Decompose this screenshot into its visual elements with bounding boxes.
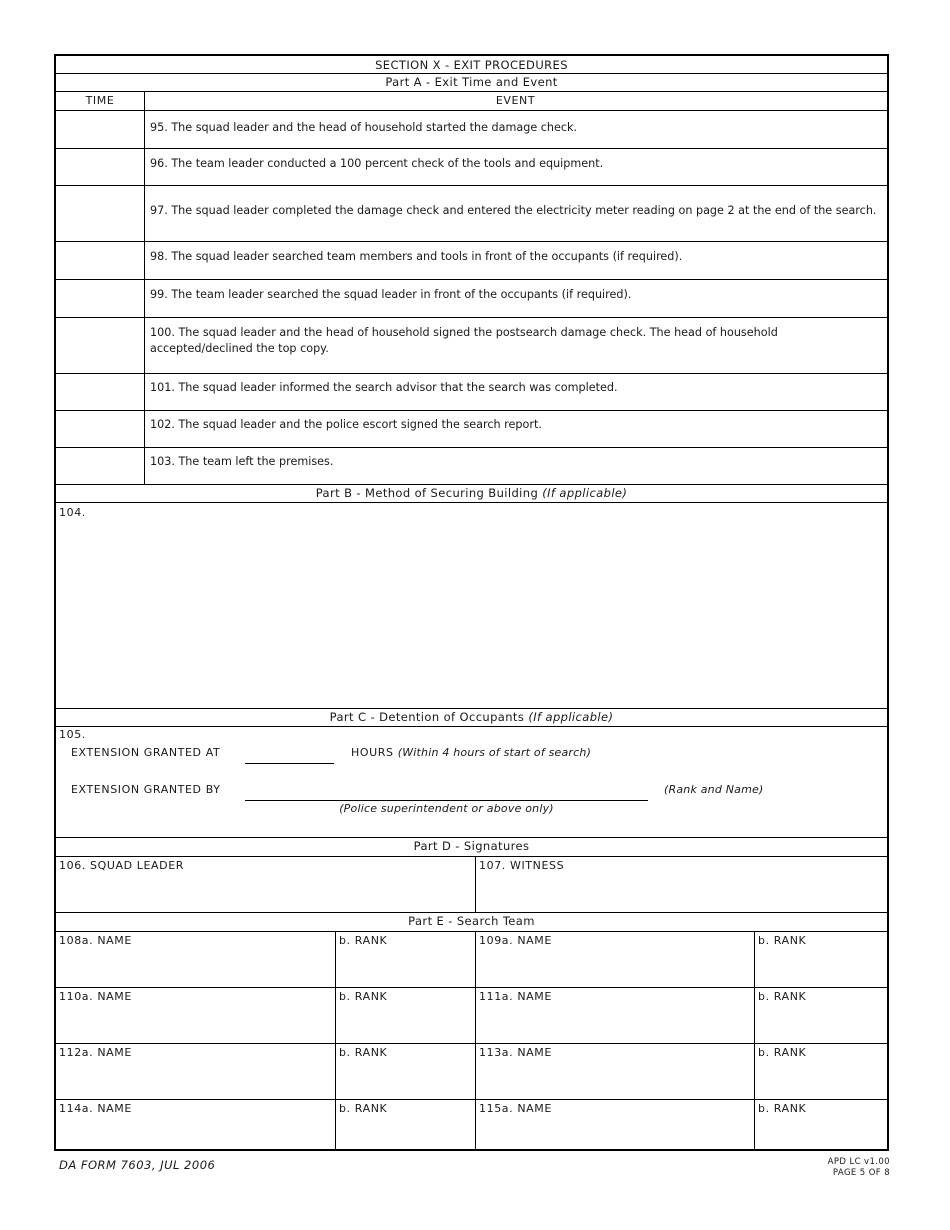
- part-c-title-text: Part C - Detention of Occupants: [329, 710, 525, 724]
- team-name-field[interactable]: 110a. NAME: [59, 990, 132, 1003]
- witness-signature-field[interactable]: [476, 857, 887, 912]
- team-row: [56, 988, 887, 1043]
- version-label: APD LC v1.00: [827, 1157, 890, 1167]
- team-rank-field[interactable]: b. RANK: [758, 1102, 807, 1115]
- time-input-101[interactable]: [56, 374, 143, 410]
- time-input-102[interactable]: [56, 411, 143, 447]
- time-input-95[interactable]: [56, 111, 143, 147]
- team-name-field[interactable]: 115a. NAME: [479, 1102, 552, 1115]
- event-text-98: 98. The squad leader searched team members and tools in front of the occupants (if required).: [150, 250, 683, 263]
- page-info: [828, 1157, 890, 1179]
- event-text-96: 96. The team leader conducted a 100 percent check of the tools and equipment.: [150, 157, 604, 170]
- team-name-field[interactable]: 109a. NAME: [479, 934, 552, 947]
- squad-leader-label: 106. SQUAD LEADER: [59, 859, 185, 872]
- time-input-97[interactable]: [56, 186, 143, 241]
- event-row-98: [56, 242, 887, 279]
- field-number-105: 105.: [59, 728, 86, 741]
- event-row-97: [56, 186, 887, 241]
- team-name-field[interactable]: 112a. NAME: [59, 1046, 132, 1059]
- team-rank-field[interactable]: b. RANK: [339, 990, 388, 1003]
- extension-granted-by-label: EXTENSION GRANTED BY: [71, 783, 221, 796]
- part-d-title-text: Part D - Signatures: [413, 839, 530, 853]
- team-rank-field[interactable]: b. RANK: [758, 990, 807, 1003]
- event-row-102: [56, 411, 887, 447]
- extension-granted-at-label: EXTENSION GRANTED AT: [71, 746, 221, 759]
- field-number-104: 104.: [59, 506, 86, 519]
- event-text-103: 103. The team left the premises.: [150, 455, 334, 468]
- team-name-field[interactable]: 113a. NAME: [479, 1046, 552, 1059]
- time-input-100[interactable]: [56, 318, 143, 373]
- securing-method-field[interactable]: [56, 503, 887, 708]
- extension-granted-by-input[interactable]: [245, 800, 648, 801]
- exit-procedures-form: [54, 54, 889, 1151]
- rank-name-note: (Rank and Name): [664, 783, 764, 796]
- event-row-100: [56, 318, 887, 373]
- part-c-title: [56, 709, 887, 727]
- section-title-text: SECTION X - EXIT PROCEDURES: [375, 58, 568, 72]
- event-row-101: [56, 374, 887, 410]
- team-rank-field[interactable]: b. RANK: [339, 1102, 388, 1115]
- time-input-103[interactable]: [56, 448, 143, 484]
- team-name-field[interactable]: 114a. NAME: [59, 1102, 132, 1115]
- event-text-101: 101. The squad leader informed the search advisor that the search was completed.: [150, 381, 618, 394]
- team-row: [56, 1044, 887, 1099]
- part-d-title: [56, 838, 887, 856]
- part-a-title-text: Part A - Exit Time and Event: [385, 75, 558, 89]
- hours-label-text: HOURS: [351, 746, 394, 759]
- section-title: [56, 57, 887, 74]
- form-identifier: DA FORM 7603, JUL 2006: [59, 1158, 216, 1172]
- team-name-field[interactable]: 111a. NAME: [479, 990, 552, 1003]
- page-number: PAGE 5 OF 8: [832, 1168, 890, 1178]
- team-rank-field[interactable]: b. RANK: [339, 1046, 388, 1059]
- hours-note: (Within 4 hours of start of search): [397, 746, 592, 759]
- extension-hours-input[interactable]: [245, 763, 334, 764]
- part-c-title-note: (If applicable): [528, 710, 614, 724]
- team-name-field[interactable]: 108a. NAME: [59, 934, 132, 947]
- team-rank-field[interactable]: b. RANK: [758, 934, 807, 947]
- event-row-103: [56, 448, 887, 484]
- time-input-98[interactable]: [56, 242, 143, 278]
- event-text-99: 99. The team leader searched the squad leader in front of the occupants (if required).: [150, 288, 632, 301]
- part-a-title: [56, 74, 887, 92]
- part-b-title-text: Part B - Method of Securing Building: [315, 486, 539, 500]
- team-row: [56, 932, 887, 987]
- squad-leader-signature-field[interactable]: [56, 857, 475, 912]
- event-row-99: [56, 280, 887, 317]
- team-row: [56, 1100, 887, 1151]
- event-text-95: 95. The squad leader and the head of household started the damage check.: [150, 121, 578, 134]
- team-rank-field[interactable]: b. RANK: [758, 1046, 807, 1059]
- event-text-100: 100. The squad leader and the head of household signed the postsearch damage check. The head of household accepted/declined the top copy.: [150, 326, 778, 355]
- superintendent-note: (Police superintendent or above only): [339, 802, 554, 815]
- time-input-99[interactable]: [56, 280, 143, 316]
- part-e-title: [56, 913, 887, 931]
- time-input-96[interactable]: [56, 149, 143, 185]
- team-rank-field[interactable]: b. RANK: [339, 934, 388, 947]
- time-column-header: TIME: [85, 94, 115, 107]
- event-row-96: [56, 149, 887, 185]
- part-b-title: [56, 485, 887, 503]
- part-b-title-note: (If applicable): [542, 486, 628, 500]
- event-column-header: EVENT: [495, 94, 536, 107]
- part-e-title-text: Part E - Search Team: [408, 914, 535, 928]
- event-text-97: 97. The squad leader completed the damage check and entered the electricity meter reading on page 2 at the end of the search.: [150, 204, 877, 217]
- event-text-102: 102. The squad leader and the police escort signed the search report.: [150, 418, 542, 431]
- event-row-95: [56, 111, 887, 148]
- hours-label: [351, 746, 591, 759]
- witness-label: 107. WITNESS: [479, 859, 565, 872]
